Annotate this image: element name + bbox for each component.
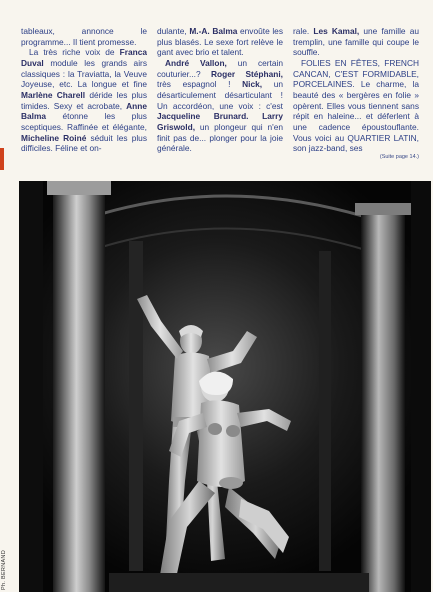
paragraph: La très riche voix de Franca Duval module les grands airs classiques : la Traviatta, la Veuve Joyeuse, etc. La longue et fine Marlène Charell déride les plus timides. Sexy et acrobate, Anne Balma étonne les plus sceptiques. Raffinée et élégante, Micheline Roiné séduit les plus difficiles. Féline et on- (21, 47, 147, 154)
text-column-2 (157, 26, 283, 177)
continued-note: (Suite page 14.) (379, 153, 419, 160)
paragraph: rale. Les Kamal, une famille au tremplin, une famille qui coupe le souffle. (293, 26, 419, 58)
performer-name: Nick, (242, 79, 263, 90)
performer-name: Anne Balma (21, 100, 147, 122)
left-column (53, 181, 105, 592)
right-column (361, 211, 405, 592)
performer-name: Les Kamal, (313, 26, 360, 36)
performer-name: André Vallon, (165, 57, 227, 68)
paragraph: André Vallon, un certain couturier...? Roger Stéphani, très espagnol ! Nick, un désarticulement désarticulant ! Un accordéon, une voix : c'est Jacqueline Brunard. Larry Griswold, un plongeur qui n'en finit pas de... plonger pour la joie générale. (157, 57, 283, 154)
performer-name: Franca Duval (21, 47, 147, 68)
page-edge-marker (0, 148, 4, 170)
paragraph: tableaux, annonce le programme... Il tient promesse. (21, 26, 147, 47)
performer-name: Marlène Charell (21, 89, 86, 100)
text-column-3 (293, 26, 419, 177)
stage-photograph (19, 181, 431, 592)
performer-name: Micheline Roiné (21, 132, 87, 143)
performer-name: Jacqueline Brunard. (157, 111, 249, 122)
photo-illustration (19, 181, 431, 592)
paragraph: dulante, M.-A. Balma envoûte les plus blasés. Le sexe fort relève le gant avec brio et talent. (157, 26, 283, 58)
article-text (21, 26, 419, 177)
performer-name: Roger Stéphani, (210, 68, 283, 79)
performer-name: M.-A. Balma (189, 26, 238, 36)
photo-credit: Ph. BERNAND (1, 550, 7, 590)
text-column-1 (21, 26, 147, 177)
paragraph: FOLIES EN FÊTES, FRENCH CANCAN, C'EST FORMIDABLE, PORCELAINES. Le charme, la beauté des « bergères en folie » opèrent. Elles vous tiennent sans répit en haleine... et déferlent à une cadence époustouflante. Vous voici au QUARTIER LATIN, son jazz-band, ses (293, 57, 419, 154)
performer-name: Larry Griswold, (157, 111, 283, 132)
